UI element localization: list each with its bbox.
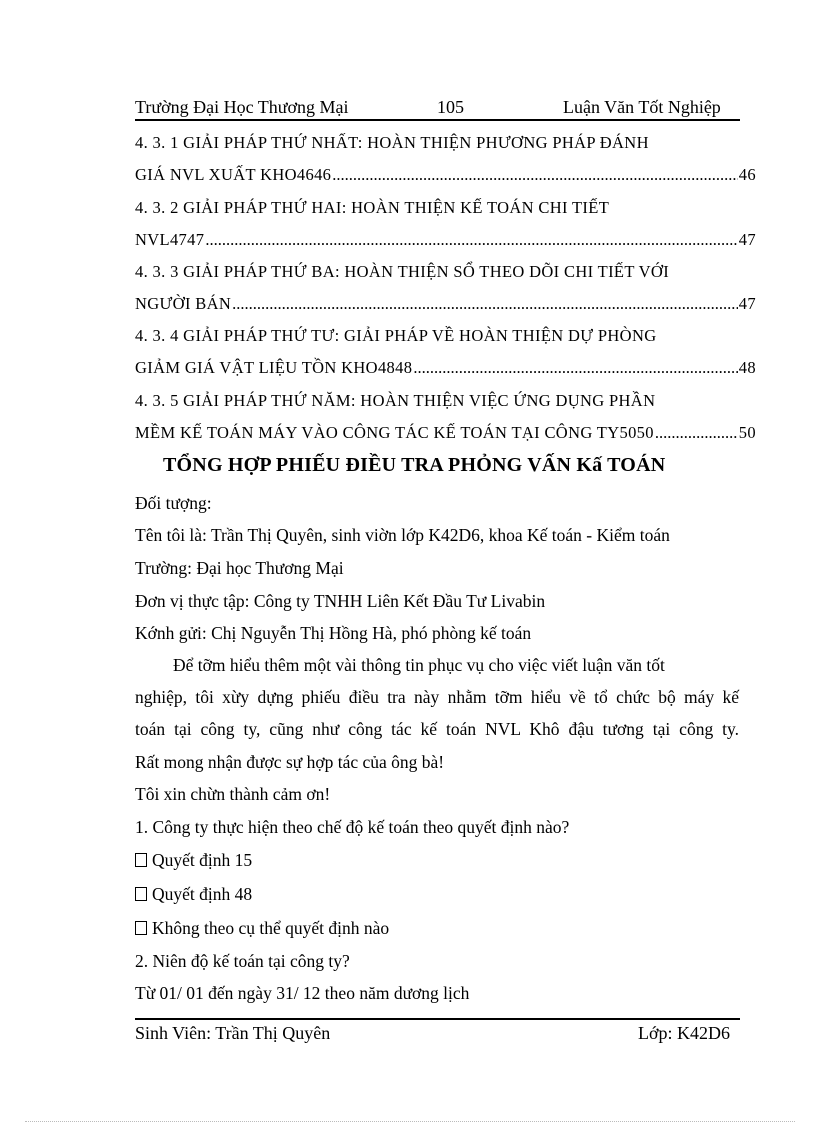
paragraph-line-2: nghiệp, tôi xừy dựng phiếu điều tra này nhằm tỡm hiểu về tổ chức bộ máy kế	[135, 687, 739, 707]
toc-entry-2-line2[interactable]	[135, 230, 756, 250]
doi-tuong-label: Đối tượng:	[135, 493, 212, 513]
checkbox[interactable]	[135, 921, 147, 935]
toc-page-number: 48	[738, 358, 756, 377]
toc-entry-text: NGƯỜI BÁN	[135, 294, 232, 313]
header-title: Luận Văn Tốt Nghiệp	[563, 97, 721, 117]
toc-entry-text: GIÁ NVL XUẤT KHO4646	[135, 165, 332, 184]
toc-entry-1-line1[interactable]: 4. 3. 1 GIẢI PHÁP THỨ NHẤT: HOÀN THIỆN PHƯƠNG PHÁP ĐÁNH	[135, 133, 649, 152]
toc-page-number: 46	[738, 165, 756, 184]
intro-school: Trường: Đại học Thương Mại	[135, 558, 344, 578]
toc-page-number: 47	[738, 230, 756, 249]
page-bottom-border	[25, 1121, 795, 1122]
q1-option-1[interactable]	[135, 850, 252, 871]
footer-student: Sinh Viên: Trần Thị Quyên	[135, 1023, 331, 1043]
header-rule	[135, 119, 740, 121]
option-label: Quyết định 48	[152, 884, 253, 904]
toc-entry-text: GIẢM GIÁ VẬT LIỆU TỒN KHO4848	[135, 358, 413, 377]
toc-entry-5-line2[interactable]	[135, 423, 756, 443]
toc-entry-3-line2[interactable]	[135, 294, 756, 314]
option-label: Quyết định 15	[152, 850, 253, 870]
toc-entry-text: NVL4747	[135, 230, 205, 249]
toc-leader-dots	[205, 230, 737, 250]
footer-rule	[135, 1018, 740, 1020]
toc-leader-dots	[232, 294, 738, 314]
q1-option-3[interactable]	[135, 918, 389, 939]
question-2: 2. Niên độ kế toán tại công ty?	[135, 951, 350, 971]
question-2-answer: Từ 01/ 01 đến ngày 31/ 12 theo năm dương lịch	[135, 983, 470, 1003]
toc-entry-2-line1[interactable]: 4. 3. 2 GIẢI PHÁP THỨ HAI: HOÀN THIỆN KẾ TOÁN CHI TIẾT	[135, 198, 610, 217]
toc-leader-dots	[655, 423, 738, 443]
toc-entry-3-line1[interactable]: 4. 3. 3 GIẢI PHÁP THỨ BA: HOÀN THIỆN SỔ THEO DÕI CHI TIẾT VỚI	[135, 262, 670, 281]
footer-class: Lớp: K42D6	[638, 1023, 731, 1043]
toc-entry-5-line1[interactable]: 4. 3. 5 GIẢI PHÁP THỨ NĂM: HOÀN THIỆN VIỆC ỨNG DỤNG PHẦN	[135, 391, 656, 410]
toc-page-number: 50	[738, 423, 756, 442]
option-label: Không theo cụ thể quyết định nào	[152, 918, 390, 938]
toc-leader-dots	[413, 358, 737, 378]
toc-entry-1-line2[interactable]	[135, 165, 756, 185]
header-page-number: 105	[437, 97, 464, 117]
intro-recipient: Kớnh gửi: Chị Nguyễn Thị Hồng Hà, phó phòng kế toán	[135, 623, 532, 643]
toc-page-number: 47	[738, 294, 756, 313]
q1-option-2[interactable]	[135, 884, 252, 905]
closing-line-2: Tôi xin chừn thành cảm ơn!	[135, 784, 331, 804]
header-school: Trường Đại Học Thương Mại	[135, 97, 349, 117]
toc-entry-4-line2[interactable]	[135, 358, 756, 378]
toc-entry-4-line1[interactable]: 4. 3. 4 GIẢI PHÁP THỨ TƯ: GIẢI PHÁP VỀ HOÀN THIỆN DỰ PHÒNG	[135, 326, 657, 345]
toc-leader-dots	[332, 165, 738, 185]
section-heading: TỔNG HỢP PHIẾU ĐIỀU TRA PHỎNG VẤN Kấ TOÁN	[163, 454, 666, 476]
toc-entry-text: MỀM KẾ TOÁN MÁY VÀO CÔNG TÁC KẾ TOÁN TẠI CÔNG TY5050	[135, 423, 654, 442]
question-1: 1. Công ty thực hiện theo chế độ kế toán theo quyết định nào?	[135, 817, 570, 837]
intro-name: Tên tôi là: Trần Thị Quyên, sinh viờn lớp K42D6, khoa Kế toán - Kiểm toán	[135, 525, 670, 545]
closing-line-1: Rất mong nhận được sự hợp tác của ông bà!	[135, 752, 445, 772]
paragraph-line-3: toán tại công ty, cũng như công tác kế toán NVL Khô đậu tương tại công ty.	[135, 719, 739, 739]
intro-internship-unit: Đơn vị thực tập: Công ty TNHH Liên Kết Đầu Tư Livabin	[135, 591, 546, 611]
paragraph-line-1: Để tỡm hiểu thêm một vài thông tin phục vụ cho việc viết luận văn tốt	[173, 655, 665, 675]
checkbox[interactable]	[135, 853, 147, 867]
checkbox[interactable]	[135, 887, 147, 901]
